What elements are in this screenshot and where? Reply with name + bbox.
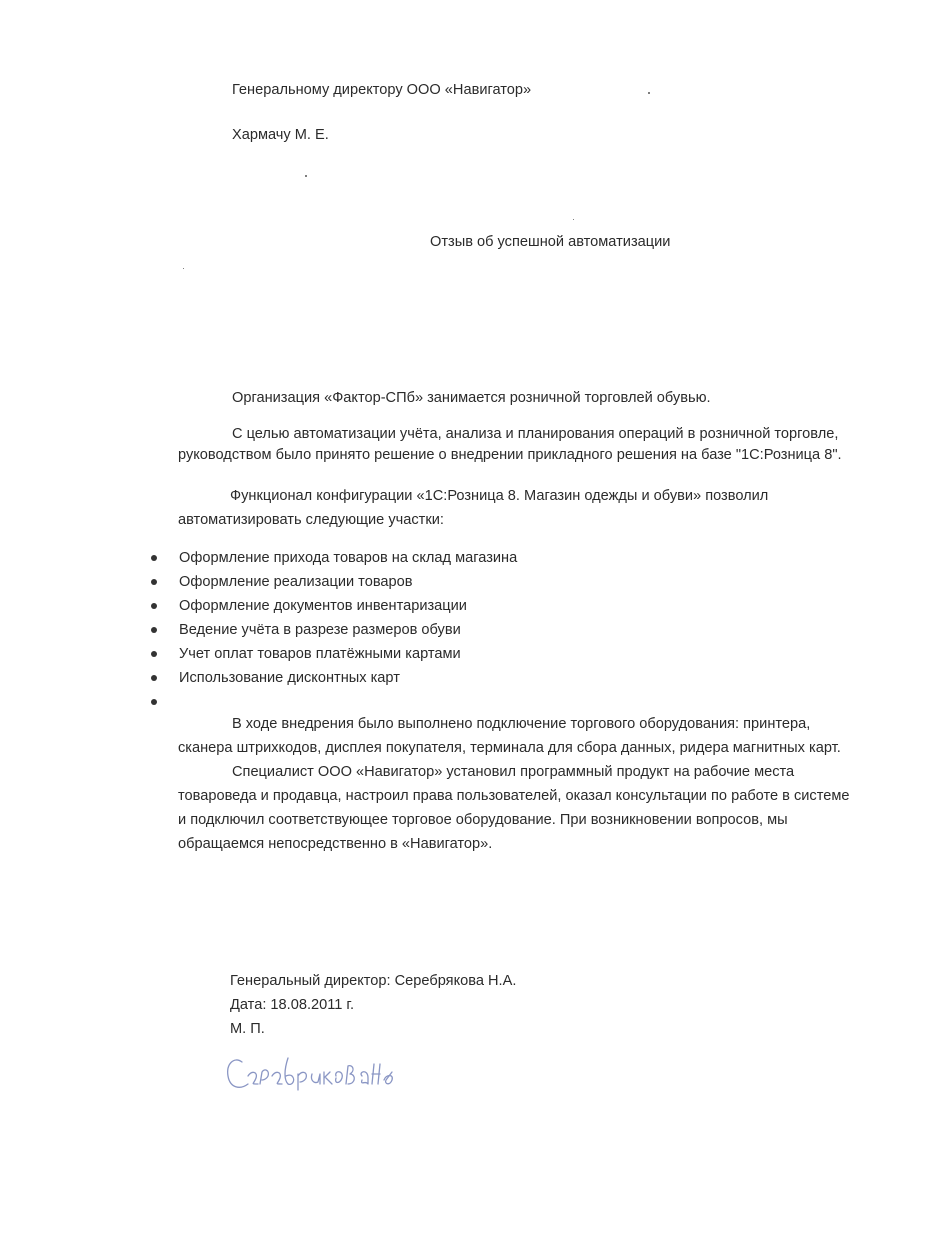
list-item: Оформление реализации товаров	[179, 574, 413, 590]
director-signature-line: Генеральный директор: Серебрякова Н.А.	[230, 973, 517, 989]
paragraph-4-line-2: сканера штрихкодов, дисплея покупателя, терминала для сбора данных, ридера магнитных карт.	[178, 740, 841, 756]
paragraph-5-line-3: и подключил соответствующее торговое оборудование. При возникновении вопросов, мы	[178, 812, 788, 828]
list-item: Использование дисконтных карт	[179, 670, 400, 686]
list-item: Учет оплат товаров платёжными картами	[179, 646, 461, 662]
handwritten-signature	[222, 1050, 402, 1100]
paragraph-5-line-1: Специалист ООО «Навигатор» установил программный продукт на рабочие места	[232, 764, 795, 780]
paragraph-5-line-4: обращаемся непосредственно в «Навигатор».	[178, 836, 493, 852]
list-item: Оформление документов инвентаризации	[179, 598, 467, 614]
paragraph-3-line-2: автоматизировать следующие участки:	[178, 512, 444, 528]
document-title: Отзыв об успешной автоматизации	[430, 234, 671, 250]
bullet-dot-icon	[151, 579, 157, 585]
bullet-dot-icon	[151, 651, 157, 657]
list-item: Оформление прихода товаров на склад магазина	[179, 550, 518, 566]
bullet-dot-icon	[151, 555, 157, 561]
paragraph-2-line-2: руководством было принято решение о внедрении прикладного решения на базе "1С:Розница 8".	[178, 447, 842, 463]
stamp-placeholder: М. П.	[230, 1021, 265, 1037]
bullet-dot-icon	[151, 675, 157, 681]
paragraph-5-line-2: товароведа и продавца, настроил права пользователей, оказал консультации по работе в системе	[178, 788, 850, 804]
list-item: Ведение учёта в разрезе размеров обуви	[179, 622, 461, 638]
paragraph-3-line-1: Функционал конфигурации «1С:Розница 8. Магазин одежды и обуви» позволил	[230, 488, 769, 504]
scan-speck	[305, 175, 307, 177]
bullet-dot-icon	[151, 627, 157, 633]
date-line: Дата: 18.08.2011 г.	[230, 997, 355, 1013]
paragraph-4-line-1: В ходе внедрения было выполнено подключение торгового оборудования: принтера,	[232, 716, 811, 732]
addressee-line-2: Хармачу М. Е.	[232, 127, 329, 143]
addressee-line-1: Генеральному директору ООО «Навигатор»	[232, 82, 532, 98]
scan-speck	[183, 268, 184, 269]
scan-speck	[573, 219, 574, 220]
scan-speck	[648, 92, 650, 94]
paragraph-2-line-1: С целью автоматизации учёта, анализа и планирования операций в розничной торговле,	[232, 426, 839, 442]
paragraph-1: Организация «Фактор-СПб» занимается розничной торговлей обувью.	[232, 390, 711, 406]
bullet-dot-icon	[151, 603, 157, 609]
bullet-dot-icon	[151, 699, 157, 705]
